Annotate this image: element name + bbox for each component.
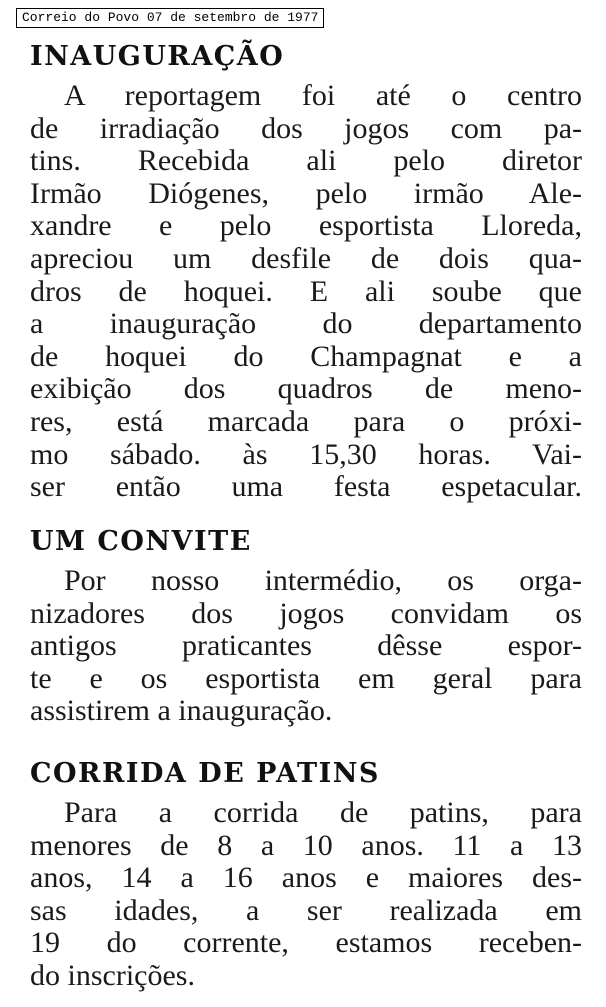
source-caption: Correio do Povo 07 de setembro de 1977: [16, 8, 324, 28]
text-line: xandre e pelo esportista Lloreda,: [30, 209, 582, 243]
text-line: de irradiação dos jogos com pa-: [30, 111, 582, 145]
text-line: Para a corrida de patins, para: [64, 796, 582, 829]
text-line: nizadores dos jogos convidam os: [30, 596, 582, 630]
text-line: do inscrições.: [30, 958, 195, 992]
section-heading: UM CONVITE: [30, 526, 252, 557]
text-line: te e os esportista em geral para: [30, 661, 582, 695]
section-corrida-de-patins: [30, 757, 582, 993]
section-heading: INAUGURAÇÃO: [30, 41, 285, 72]
section-um-convite: [30, 525, 582, 728]
text-line: apreciou um desfile de dois qua-: [30, 241, 582, 275]
section-inauguracao: [30, 40, 582, 504]
paragraph: [30, 80, 582, 504]
text-line: ser então uma festa espetacular.: [30, 470, 582, 504]
text-line: menores de 8 a 10 anos. 11 a 13: [30, 828, 582, 862]
text-line: tins. Recebida ali pelo diretor: [30, 144, 582, 178]
paragraph: [30, 565, 582, 728]
text-line: dros de hoquei. E ali soube que: [30, 274, 582, 308]
text-line: Irmão Diógenes, pelo irmão Ale-: [30, 176, 582, 210]
text-line: res, está marcada para o próxi-: [30, 404, 582, 438]
paragraph: [30, 797, 582, 993]
text-line: assistirem a inauguração.: [30, 694, 333, 728]
text-line: anos, 14 a 16 anos e maiores des-: [30, 861, 582, 895]
text-line: sas idades, a ser realizada em: [30, 893, 582, 927]
text-line: mo sábado. às 15,30 horas. Vai-: [30, 437, 582, 471]
text-line: A reportagem foi até o centro: [64, 79, 582, 112]
text-line: 19 do corrente, estamos receben-: [30, 926, 582, 960]
text-line: exibição dos quadros de meno-: [30, 372, 582, 406]
text-line: de hoquei do Champagnat e a: [30, 339, 582, 373]
section-heading: CORRIDA DE PATINS: [30, 758, 380, 789]
text-line: Por nosso intermédio, os orga-: [64, 564, 582, 597]
text-line: a inauguração do departamento: [30, 307, 582, 341]
text-line: antigos praticantes dêsse espor-: [30, 629, 582, 663]
